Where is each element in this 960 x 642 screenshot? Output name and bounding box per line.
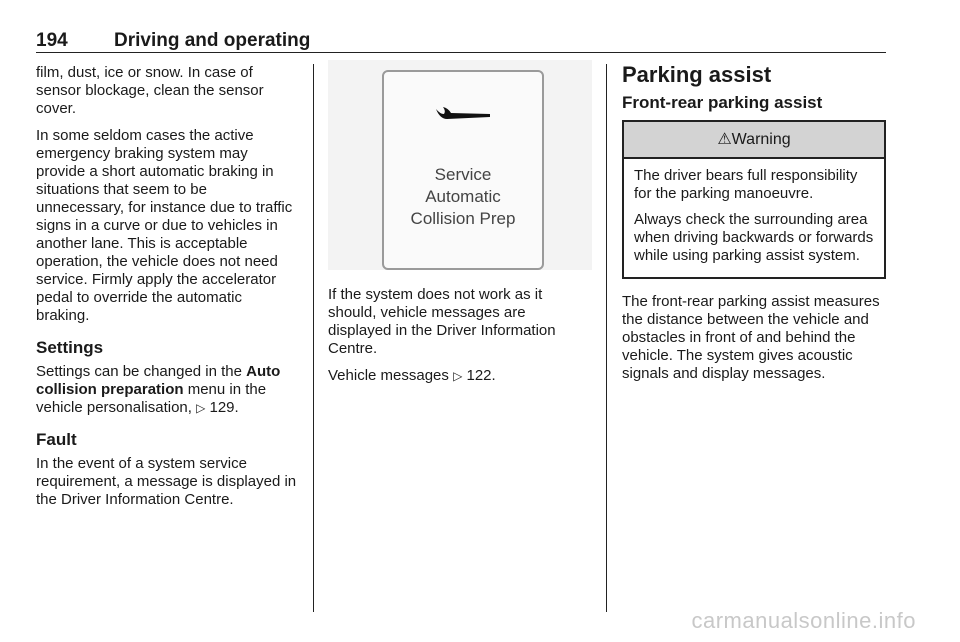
cross-ref-link[interactable]: 122. bbox=[466, 367, 496, 384]
page-number: 194 bbox=[36, 30, 68, 51]
cross-ref-arrow-icon: ▷ bbox=[196, 401, 206, 415]
section-title: Parking assist bbox=[622, 62, 772, 87]
column-divider bbox=[606, 64, 607, 612]
column-divider bbox=[313, 64, 314, 612]
section-heading-fault: Fault bbox=[36, 430, 77, 449]
cross-ref-arrow-icon: ▷ bbox=[453, 369, 463, 383]
section-heading-settings: Settings bbox=[36, 338, 104, 357]
display-frame bbox=[382, 70, 544, 270]
paragraph: The front-rear parking assist measures the distance between the vehicle and obstacles in front of and behind the vehicle. The system gives acoustic signals and display messages. bbox=[622, 293, 880, 382]
column-left bbox=[36, 64, 298, 518]
column-right bbox=[622, 64, 886, 392]
settings-paragraph: Settings can be changed in the Auto collision preparation menu in the vehicle personalisation, ▷ 129. bbox=[36, 363, 281, 416]
paragraph: In the event of a system service requirement, a message is displayed in the Driver Information Centre. bbox=[36, 455, 297, 508]
dic-message-figure bbox=[328, 60, 592, 270]
menu-name: Auto collision preparation bbox=[36, 363, 281, 398]
page-header bbox=[36, 28, 886, 53]
subsection-title: Front-rear parking assist bbox=[622, 93, 823, 112]
cross-ref-link[interactable]: 129. bbox=[209, 399, 239, 416]
warning-triangle-icon: ⚠ bbox=[717, 131, 732, 148]
paragraph: In some seldom cases the active emergency braking system may provide a short automatic braking in situations that seem to be unnecessary, for instance due to traffic signs in a curve or due to vehicles in another lane. This is acceptable operation, the vehicle does not need service. Firmly apply the accelerator pedal to override the automatic braking. bbox=[36, 127, 293, 324]
page-title: Driving and operating bbox=[114, 30, 311, 51]
warning-box bbox=[622, 120, 886, 279]
wrench-icon bbox=[434, 106, 492, 128]
watermark: carmanualsonline.info bbox=[691, 608, 916, 633]
warning-body: The driver bears full responsibility for the parking manoeuvre. Always check the surrounding area when driving backwards or forwards while using parking assist system. bbox=[634, 167, 874, 264]
display-text: Service Automatic Collision Prep bbox=[410, 165, 516, 228]
warning-header: ⚠Warning bbox=[624, 122, 884, 159]
vehicle-messages-ref: Vehicle messages ▷ 122. bbox=[328, 367, 496, 384]
column-middle bbox=[328, 64, 592, 394]
paragraph: film, dust, ice or snow. In case of sensor blockage, clean the sensor cover. bbox=[36, 64, 264, 117]
paragraph: If the system does not work as it should, vehicle messages are displayed in the Driver Information Centre. bbox=[328, 286, 556, 357]
